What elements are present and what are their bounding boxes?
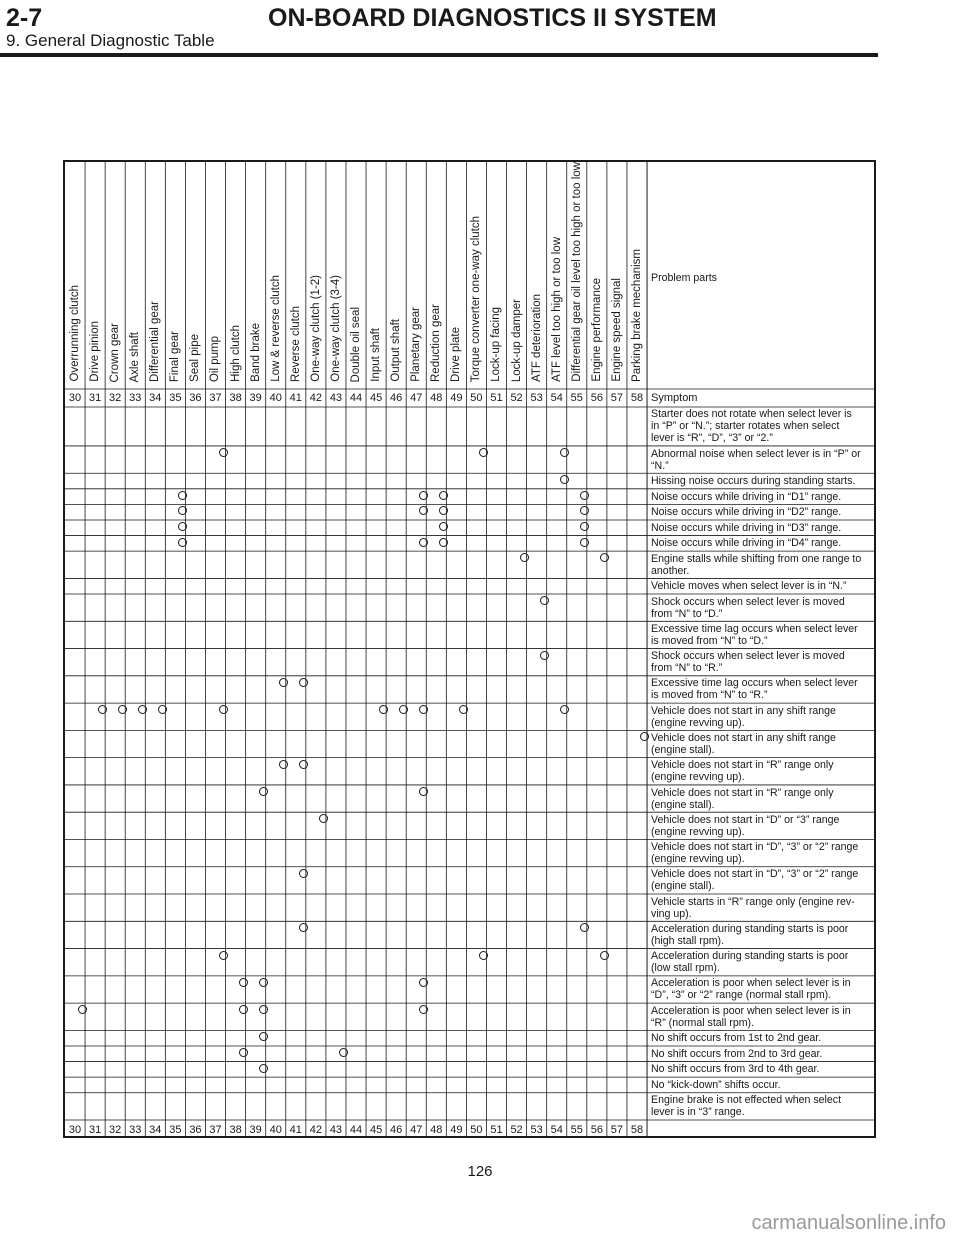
column-label: Differential gear	[149, 301, 162, 382]
check-circle-icon	[540, 596, 549, 605]
symptom-line: ving up).	[651, 907, 692, 920]
column-number: 52	[510, 392, 523, 404]
symptom-text	[651, 408, 852, 444]
symptom-line: No “kick-down” shifts occur.	[651, 1078, 781, 1091]
check-circle-icon	[560, 448, 569, 457]
symptom-line: Vehicle does not start in “R” range only	[651, 759, 834, 772]
symptom-line: No shift occurs from 3rd to 4th gear.	[651, 1063, 820, 1076]
check-circle-icon	[279, 678, 288, 687]
symptom-line: Hissing noise occurs during standing starts.	[651, 475, 856, 488]
column-number-bottom: 35	[169, 1124, 182, 1136]
symptom-line: Engine stalls while shifting from one range to	[651, 552, 862, 565]
column-number: 34	[149, 392, 162, 404]
symptom-text	[651, 814, 839, 838]
symptom-text	[651, 522, 841, 534]
column-label: Seal pipe	[189, 334, 202, 382]
check-circle-icon	[600, 951, 609, 960]
column-label: Double oil seal	[349, 306, 362, 382]
check-circle-icon	[259, 978, 268, 987]
column-number: 57	[610, 392, 624, 404]
column-number-bottom: 48	[430, 1124, 443, 1136]
column-number-bottom: 49	[450, 1124, 463, 1136]
column-number: 43	[329, 392, 343, 404]
column-label: Oil pump	[209, 335, 222, 382]
check-circle-icon	[419, 491, 428, 500]
check-circle-icon	[439, 538, 448, 547]
column-label: Differential gear oil level too high or too low	[570, 162, 583, 382]
check-circle-icon	[299, 869, 308, 878]
symptom-line: lever is in “3” range.	[651, 1106, 745, 1119]
symptom-line: No shift occurs from 1st to 2nd gear.	[651, 1032, 822, 1045]
check-circle-icon	[580, 538, 589, 547]
symptom-label: Symptom	[651, 392, 698, 404]
symptom-line: Shock occurs when select lever is moved	[651, 595, 845, 608]
column-number-bottom: 47	[410, 1124, 423, 1136]
check-circle-icon	[520, 553, 529, 562]
check-circle-icon	[259, 1064, 268, 1073]
column-number: 55	[570, 392, 583, 404]
symptom-text	[651, 623, 858, 647]
section-number: 2-7	[6, 4, 43, 32]
column-number: 32	[109, 392, 122, 404]
column-number-bottom: 38	[229, 1124, 242, 1136]
symptom-text	[651, 1079, 781, 1091]
symptom-text	[651, 759, 834, 783]
symptom-line: (engine stall).	[651, 880, 715, 893]
column-number-bottom: 52	[510, 1124, 523, 1136]
check-circle-icon	[580, 522, 589, 531]
column-label: Axle shaft	[129, 331, 142, 382]
column-number: 31	[88, 392, 102, 404]
check-circle-icon	[239, 1048, 248, 1057]
check-circle-icon	[580, 491, 589, 500]
column-number-bottom: 45	[369, 1124, 383, 1136]
check-circle-icon	[419, 538, 428, 547]
symptom-line: (engine revving up).	[651, 771, 745, 784]
symptom-text	[651, 705, 836, 729]
symptom-text	[651, 491, 841, 503]
symptom-line: (engine stall).	[651, 744, 715, 757]
column-number: 33	[129, 392, 142, 404]
header-rule	[0, 53, 878, 57]
column-number: 56	[590, 392, 603, 404]
symptom-line: (engine stall).	[651, 798, 715, 811]
column-number-bottom: 33	[129, 1124, 142, 1136]
symptom-line: is moved from “N” to “R.”	[651, 689, 768, 702]
check-circle-icon	[299, 760, 308, 769]
column-label: One-way clutch (3-4)	[329, 275, 342, 382]
column-number-bottom: 30	[68, 1124, 82, 1136]
column-label: Input shaft	[370, 328, 383, 382]
check-circle-icon	[178, 538, 187, 547]
column-number: 37	[209, 392, 222, 404]
column-number-bottom: 41	[289, 1124, 302, 1136]
column-label: Parking brake mechanism	[630, 249, 643, 382]
column-number-bottom: 31	[88, 1124, 102, 1136]
symptom-line: Acceleration during standing starts is poor	[651, 922, 849, 935]
symptom-text	[651, 1094, 841, 1118]
column-label: Final gear	[169, 330, 182, 382]
column-number-bottom: 37	[209, 1124, 222, 1136]
symptom-line: (engine revving up).	[651, 825, 745, 838]
column-label: High clutch	[229, 325, 242, 382]
column-number-bottom: 54	[550, 1124, 563, 1136]
check-circle-icon	[560, 475, 569, 484]
symptom-text	[651, 537, 841, 549]
check-circle-icon	[219, 951, 228, 960]
column-label: Lock-up facing	[490, 307, 503, 382]
check-circle-icon	[339, 1048, 348, 1057]
column-number: 51	[490, 392, 503, 404]
column-number: 40	[269, 392, 282, 404]
check-circle-icon	[560, 705, 569, 714]
symptom-text	[651, 1048, 822, 1060]
column-number: 53	[530, 392, 543, 404]
check-circle-icon	[219, 705, 228, 714]
problem-parts-label: Problem parts	[651, 272, 717, 284]
check-circle-icon	[219, 448, 228, 457]
symptom-line: Vehicle does not start in “R” range only	[651, 786, 834, 799]
column-number: 41	[289, 392, 302, 404]
symptom-line: Acceleration during standing starts is poor	[651, 950, 849, 963]
symptom-text	[651, 977, 851, 1001]
symptom-text	[651, 596, 845, 620]
column-label: Low & reverse clutch	[269, 275, 282, 382]
column-number: 36	[189, 392, 202, 404]
check-circle-icon	[239, 978, 248, 987]
column-number: 42	[309, 392, 322, 404]
symptom-line: Noise occurs while driving in “D3” range.	[651, 521, 842, 534]
column-number: 58	[630, 392, 644, 404]
symptom-text	[651, 841, 858, 865]
column-number-bottom: 46	[390, 1124, 403, 1136]
symptom-text	[651, 1063, 819, 1075]
symptom-line: in “P” or “N.”; starter rotates when select	[651, 420, 840, 433]
column-label: Torque converter one-way clutch	[470, 215, 483, 382]
column-number-bottom: 58	[630, 1124, 644, 1136]
symptom-line: Excessive time lag occurs when select lever	[651, 622, 858, 635]
column-label: Lock-up damper	[510, 298, 523, 382]
symptom-text	[651, 868, 858, 892]
symptom-text	[651, 553, 861, 577]
symptom-line: Vehicle does not start in “D”, “3” or “2” range	[651, 841, 859, 854]
column-number-bottom: 50	[470, 1124, 483, 1136]
symptom-line: from “N” to “D.”	[651, 607, 723, 620]
column-label: Drive pinion	[89, 321, 102, 382]
symptom-line: Vehicle does not start in “D” or “3” range	[651, 813, 840, 826]
column-number-bottom: 55	[570, 1124, 583, 1136]
check-circle-icon	[259, 1005, 268, 1014]
symptom-line: “N.”	[651, 459, 669, 472]
column-label: Reverse clutch	[289, 305, 302, 382]
symptom-line: Vehicle does not start in “D”, “3” or “2” range	[651, 868, 859, 881]
column-label: Crown gear	[109, 322, 122, 382]
column-number: 54	[550, 392, 563, 404]
symptom-line: Excessive time lag occurs when select lever	[651, 677, 858, 690]
column-number: 35	[169, 392, 182, 404]
symptom-line: lever is “R”, “D”, “3” or “2.”	[651, 432, 773, 445]
symptom-text	[651, 677, 858, 701]
symptom-text	[651, 506, 841, 518]
check-circle-icon	[600, 553, 609, 562]
symptom-line: Acceleration is poor when select lever is in	[651, 977, 851, 990]
symptom-line: from “N” to “R.”	[651, 662, 723, 675]
column-number-bottom: 43	[329, 1124, 343, 1136]
page-header	[0, 0, 960, 60]
page-number: 126	[467, 1163, 493, 1180]
column-label: One-way clutch (1-2)	[309, 275, 322, 382]
diagnostic-table	[63, 160, 876, 1138]
column-label: Engine speed signal	[610, 278, 623, 382]
section-title: ON-BOARD DIAGNOSTICS II SYSTEM	[268, 4, 717, 32]
column-number: 39	[249, 392, 262, 404]
column-number-bottom: 36	[189, 1124, 202, 1136]
symptom-line: Noise occurs while driving in “D4” range.	[651, 537, 842, 550]
column-number: 50	[470, 392, 483, 404]
symptom-line: Vehicle does not start in any shift range	[651, 704, 836, 717]
symptom-text	[651, 448, 861, 472]
symptom-line: another.	[651, 564, 690, 577]
symptom-line: is moved from “N” to “D.”	[651, 634, 768, 647]
column-number: 49	[450, 392, 463, 404]
symptom-line: Vehicle moves when select lever is in “N.”	[651, 580, 847, 593]
column-number: 48	[430, 392, 443, 404]
column-number-bottom: 34	[149, 1124, 162, 1136]
check-circle-icon	[259, 787, 268, 796]
column-label: ATF level too high or too low	[550, 237, 563, 382]
symptom-text	[651, 1032, 821, 1044]
column-number-bottom: 39	[249, 1124, 262, 1136]
column-label: Reduction gear	[430, 304, 443, 382]
column-number-bottom: 51	[490, 1124, 503, 1136]
symptom-line: Vehicle starts in “R” range only (engine rev-	[651, 895, 855, 908]
column-label: ATF deterioration	[530, 294, 543, 382]
symptom-line: Shock occurs when select lever is moved	[651, 650, 845, 663]
symptom-line: No shift occurs from 2nd to 3rd gear.	[651, 1047, 823, 1060]
watermark: carmanualsonline.info	[751, 1212, 946, 1234]
symptom-text	[651, 1005, 851, 1029]
symptom-line: “R” (normal stall rpm).	[651, 1016, 755, 1029]
symptom-text	[651, 580, 846, 592]
symptom-line: Abnormal noise when select lever is in “P” or	[651, 447, 861, 460]
symptom-text	[651, 650, 845, 674]
column-label: Band brake	[249, 323, 262, 382]
column-label: Output shaft	[390, 319, 403, 382]
symptom-line: Engine brake is not effected when select	[651, 1094, 842, 1107]
symptom-line: (engine revving up).	[651, 853, 745, 866]
column-label: Overrunning clutch	[69, 285, 81, 382]
column-number: 30	[68, 392, 82, 404]
column-number-bottom: 40	[269, 1124, 282, 1136]
symptom-line: (low stall rpm).	[651, 962, 720, 975]
check-circle-icon	[279, 760, 288, 769]
symptom-line: Noise occurs while driving in “D1” range.	[651, 490, 842, 503]
column-number-bottom: 32	[109, 1124, 122, 1136]
symptom-line: Vehicle does not start in any shift range	[651, 732, 836, 745]
column-number: 38	[229, 392, 242, 404]
symptom-text	[651, 732, 836, 756]
symptom-line: “D”, “3” or “2” range (normal stall rpm).	[651, 989, 832, 1002]
symptom-line: Noise occurs while driving in “D2” range.	[651, 506, 842, 519]
check-circle-icon	[299, 678, 308, 687]
symptom-text	[651, 475, 855, 487]
section-subtitle: 9. General Diagnostic Table	[6, 31, 215, 50]
symptom-line: (high stall rpm).	[651, 934, 725, 947]
symptom-text	[651, 950, 848, 974]
column-label: Engine performance	[590, 278, 603, 382]
symptom-line: Starter does not rotate when select lever is	[651, 408, 852, 421]
column-number-bottom: 42	[309, 1124, 322, 1136]
column-label: Planetary gear	[410, 307, 423, 382]
symptom-text	[651, 896, 855, 920]
check-circle-icon	[239, 1005, 248, 1014]
symptom-line: (engine revving up).	[651, 716, 745, 729]
column-number: 45	[369, 392, 383, 404]
column-number-bottom: 56	[590, 1124, 603, 1136]
symptom-text	[651, 787, 834, 811]
column-number-bottom: 44	[349, 1124, 363, 1136]
symptom-line: Acceleration is poor when select lever is in	[651, 1004, 851, 1017]
column-label: Drive plate	[450, 327, 463, 382]
column-number-bottom: 57	[610, 1124, 624, 1136]
check-circle-icon	[540, 651, 549, 660]
column-number: 46	[390, 392, 403, 404]
column-number: 44	[349, 392, 363, 404]
symptom-text	[651, 923, 848, 947]
column-number-bottom: 53	[530, 1124, 543, 1136]
column-number: 47	[410, 392, 423, 404]
